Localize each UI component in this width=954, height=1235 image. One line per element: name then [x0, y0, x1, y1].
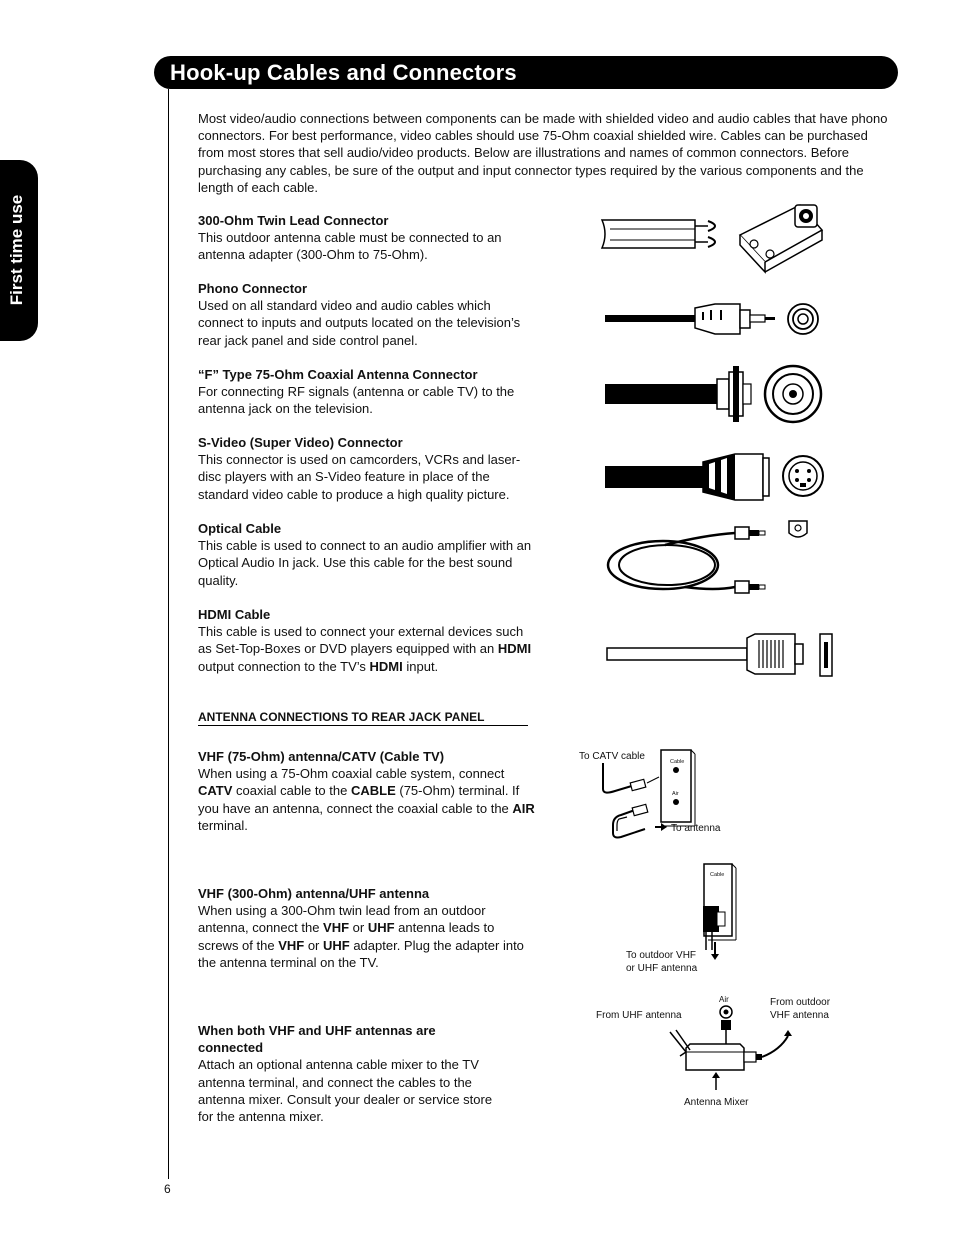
diagram-label-cable-2: Cable	[710, 872, 725, 878]
diagram-label-to-antenna: To antenna	[671, 823, 721, 834]
diagram-label-from-outdoor-1: From outdoor	[770, 997, 831, 1008]
margin-rule	[168, 89, 169, 1179]
twin-lead-antenna-diagram	[620, 860, 760, 978]
connector-twin-lead	[198, 212, 536, 264]
antenna-section-heading: ANTENNA CONNECTIONS TO REAR JACK PANEL	[198, 710, 528, 726]
antenna-vhf75	[198, 748, 536, 834]
hdmi-cable-illustration	[605, 630, 835, 680]
connector-text: This cable is used to connect to an audio amplifier with an Optical Audio In jack. Use this cable for the best sound quality.	[198, 538, 532, 588]
catv-antenna-diagram	[575, 745, 755, 845]
antenna-text: Attach an optional antenna cable mixer to the TV antenna terminal, and connect the cables to the antenna mixer. Consult your dealer or service store for the antenna mixer.	[198, 1057, 493, 1125]
connector-hdmi	[198, 606, 536, 675]
connector-title: Optical Cable	[198, 521, 282, 536]
antenna-text: When using a 300-Ohm twin lead from an outdoor antenna, connect the VHF or UHF antenna leads to screws of the VHF or UHF adapter. Plug the adapter into the antenna terminal on the TV.	[198, 903, 524, 970]
s-video-connector-illustration	[605, 448, 835, 508]
section-header	[154, 56, 898, 89]
antenna-mixer-diagram	[590, 990, 850, 1110]
diagram-label-to-outdoor-1: To outdoor VHF	[626, 950, 697, 961]
antenna-both	[198, 1022, 498, 1125]
connector-text: This connector is used on camcorders, VCRs and laser-disc players with an S-Video feature in place of the standard video cable to produce a high quality picture.	[198, 452, 521, 502]
antenna-title: VHF (300-Ohm) antenna/UHF antenna	[198, 886, 430, 901]
side-tab	[0, 160, 38, 341]
connector-phono	[198, 280, 536, 349]
antenna-vhf300	[198, 885, 536, 971]
intro-paragraph: Most video/audio connections between components can be made with shielded video and audio cables that have phono connectors. For best performance, video cables should use 75-Ohm coaxial shielded wire. Cables can be purchased from most stores that sell audio/video products. Below are illustrations and names of common connectors. Before purchasing any cables, be sure of the output and input connector types required by the various components and the length of each cable.	[198, 111, 888, 195]
diagram-label-antenna-mixer: Antenna Mixer	[684, 1097, 749, 1108]
diagram-label-from-outdoor-2: VHF antenna	[770, 1010, 829, 1021]
diagram-label-to-catv: To CATV cable	[579, 751, 645, 762]
connector-title: “F” Type 75-Ohm Coaxial Antenna Connector	[198, 367, 478, 382]
page-title: Hook-up Cables and Connectors	[170, 60, 517, 85]
f-type-connector-illustration	[605, 360, 835, 430]
connector-s-video	[198, 434, 536, 503]
antenna-title: When both VHF and UHF antennas are connected	[198, 1023, 436, 1056]
twin-lead-connector-illustration	[600, 200, 830, 280]
diagram-label-air-top: Air	[719, 995, 729, 1004]
connector-text: This cable is used to connect your external devices such as Set-Top-Boxes or DVD players equipped with an HDMI output connection to the TV’s HDMI input.	[198, 624, 532, 674]
connector-optical	[198, 520, 536, 589]
diagram-label-from-uhf: From UHF antenna	[596, 1010, 682, 1021]
connector-title: HDMI Cable	[198, 607, 271, 622]
page-number: 6	[164, 1182, 171, 1196]
connector-title: S-Video (Super Video) Connector	[198, 435, 403, 450]
connector-title: Phono Connector	[198, 281, 308, 296]
diagram-label-air: Air	[672, 791, 679, 797]
diagram-label-cable: Cable	[670, 759, 685, 765]
antenna-text: When using a 75-Ohm coaxial cable system, connect CATV coaxial cable to the CABLE (75-Ohm) terminal. If you have an antenna, connect the coaxial cable to the AIR terminal.	[198, 766, 535, 833]
connector-f-type	[198, 366, 536, 418]
connector-text: This outdoor antenna cable must be connected to an antenna adapter (300-Ohm to 75-Ohm).	[198, 230, 502, 263]
side-tab-label: First time use	[7, 194, 26, 306]
antenna-title: VHF (75-Ohm) antenna/CATV (Cable TV)	[198, 749, 445, 764]
phono-connector-illustration	[605, 298, 835, 344]
optical-cable-illustration	[605, 515, 835, 605]
connector-title: 300-Ohm Twin Lead Connector	[198, 213, 389, 228]
connector-text: For connecting RF signals (antenna or cable TV) to the antenna jack on the television.	[198, 384, 515, 417]
connector-text: Used on all standard video and audio cables which connect to inputs and outputs located on the television’s rear jack panel and side control panel.	[198, 298, 521, 348]
diagram-label-to-outdoor-2: or UHF antenna	[626, 963, 698, 974]
